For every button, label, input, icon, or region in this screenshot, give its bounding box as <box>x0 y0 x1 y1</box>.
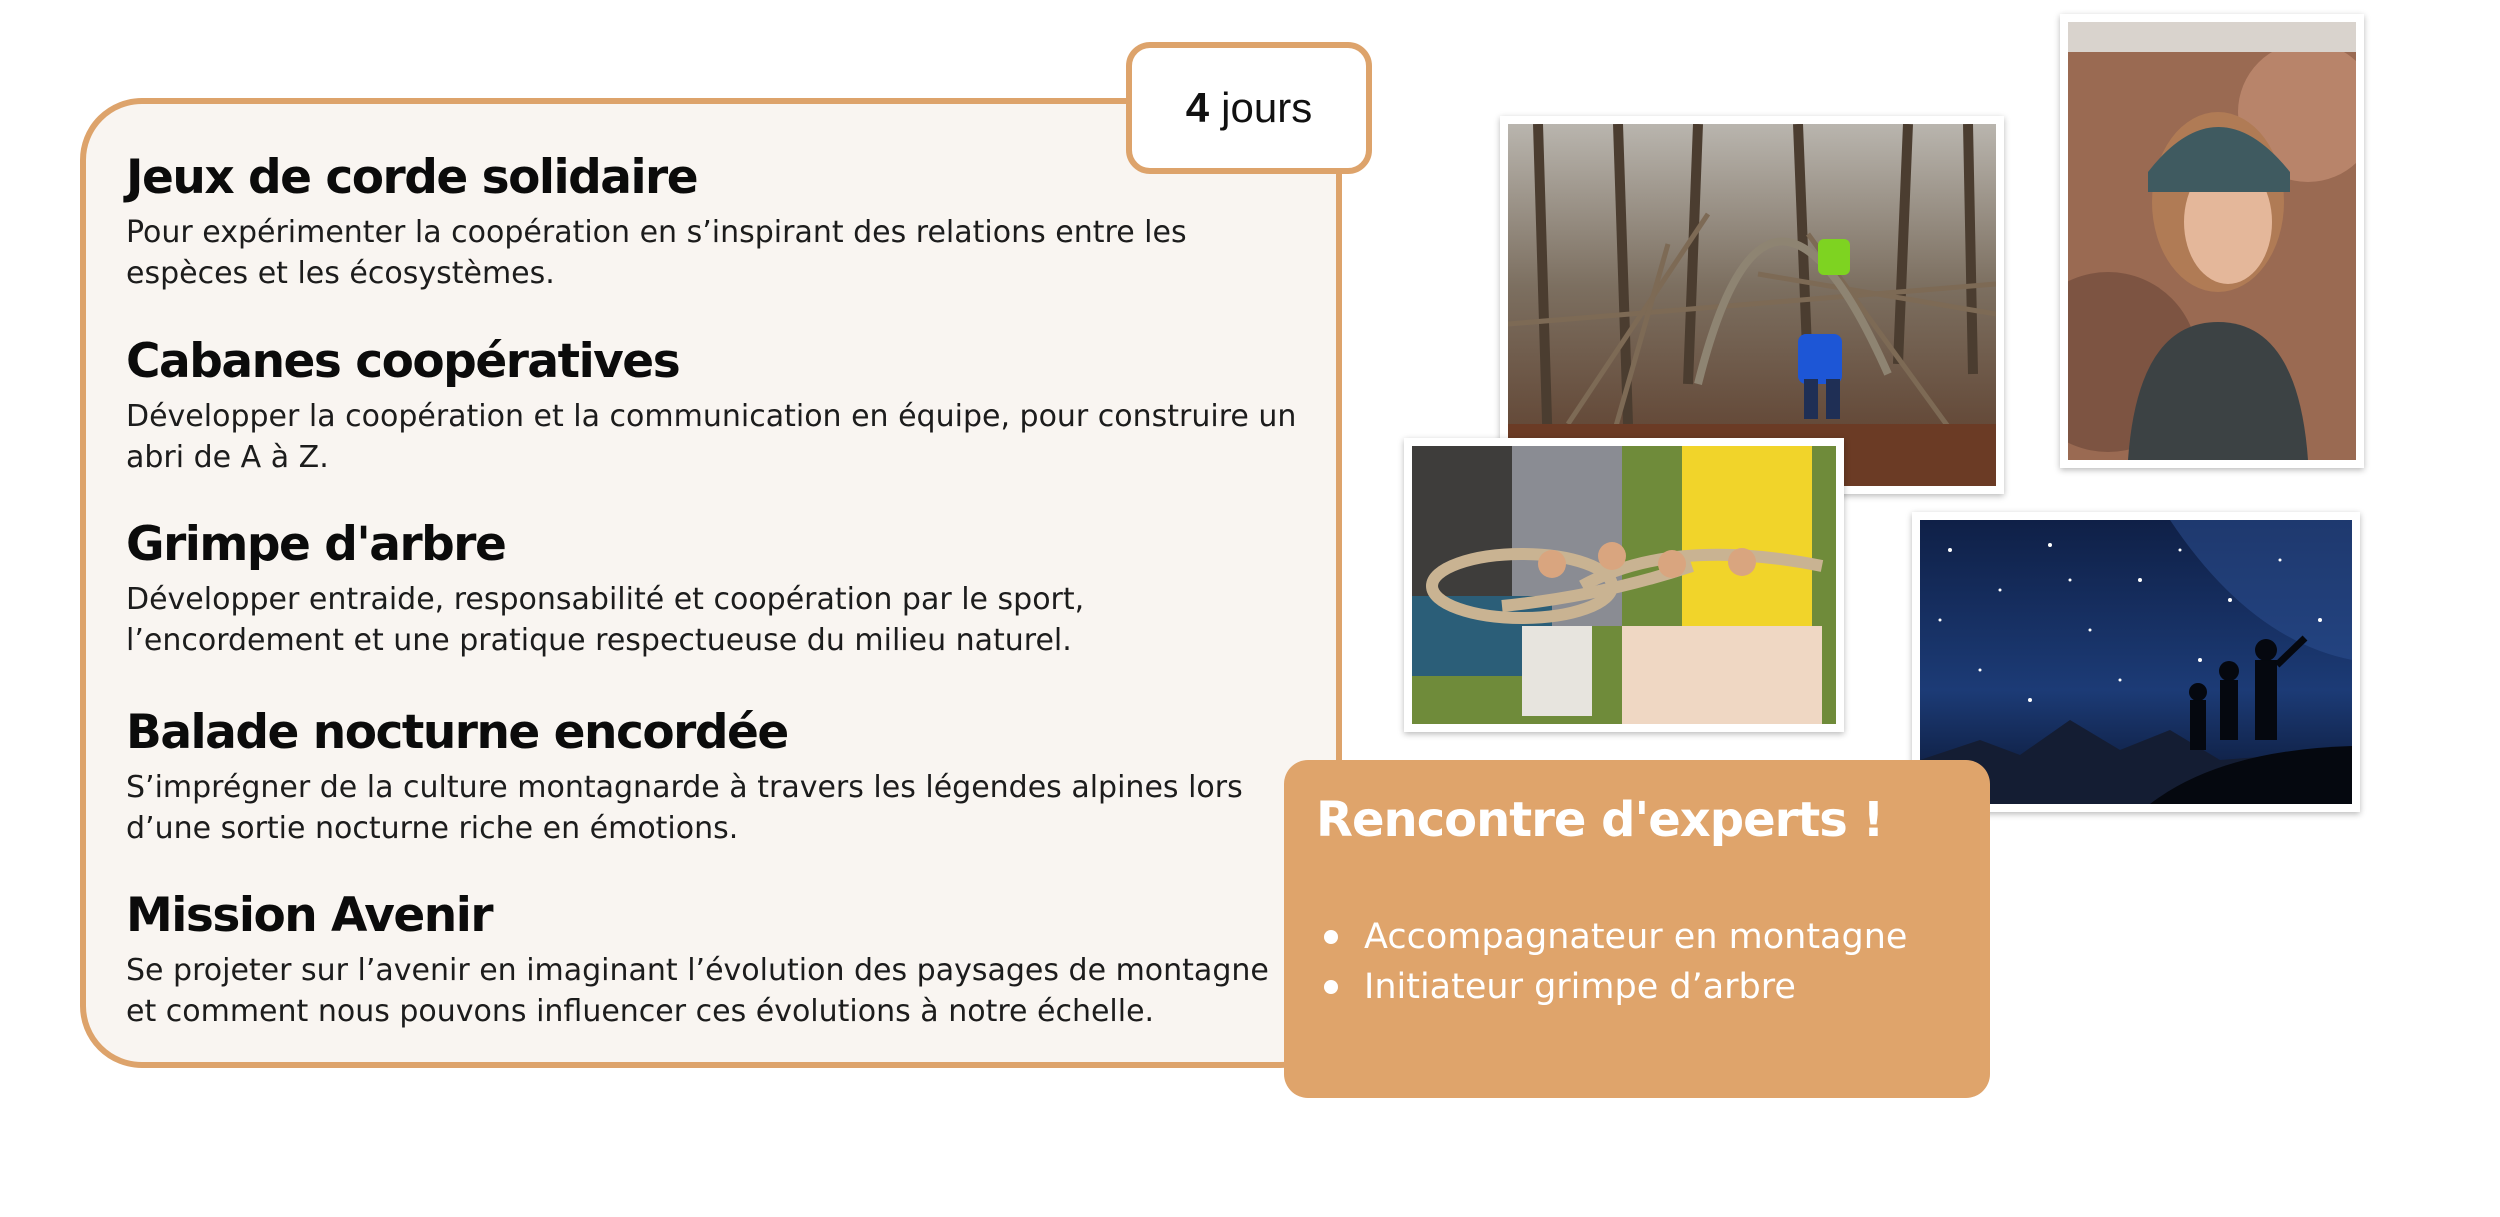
activity-cabins <box>126 332 1306 478</box>
rope-hands-image <box>1412 446 1836 724</box>
bullet-icon <box>1324 930 1338 944</box>
photo-climber-girl <box>2060 14 2364 468</box>
duration-number: 4 <box>1185 84 1210 131</box>
activity-night-walk <box>126 703 1306 849</box>
activity-description: Pour expérimenter la coopération en s’inspirant des relations entre les espèces et les écosystèmes. <box>126 215 1187 291</box>
photo-rope-hands <box>1404 438 1844 732</box>
experts-title: Rencontre d'experts ! <box>1316 792 1884 848</box>
activity-title: Grimpe d'arbre <box>126 517 506 572</box>
activity-title: Mission Avenir <box>126 888 493 943</box>
activity-rope-games <box>126 148 1306 294</box>
climber-girl-image <box>2068 22 2356 460</box>
activity-mission-future <box>126 886 1306 1032</box>
activity-tree-climbing <box>126 515 1306 661</box>
activity-description: Développer la coopération et la communication en équipe, pour construire un abri de A à Z. <box>126 399 1297 475</box>
duration-unit: jours <box>1221 84 1313 131</box>
activity-description: S’imprégner de la culture montagnarde à travers les légendes alpines lors d’une sortie nocturne riche en émotions. <box>126 770 1243 846</box>
expert-label: Initiateur grimpe d’arbre <box>1364 967 1796 1007</box>
activity-title: Cabanes coopératives <box>126 334 680 389</box>
bullet-icon <box>1324 980 1338 994</box>
expert-item <box>1316 962 1907 1012</box>
experts-box <box>1284 760 1990 1098</box>
forest-cabin-image <box>1508 124 1996 486</box>
experts-list <box>1316 912 1907 1012</box>
activity-title: Balade nocturne encordée <box>126 705 788 760</box>
activity-description: Se projeter sur l’avenir en imaginant l’évolution des paysages de montagne et comment nous pouvons influencer ces évolutions à notre échelle. <box>126 953 1269 1029</box>
activity-title: Jeux de corde solidaire <box>126 150 698 205</box>
expert-label: Accompagnateur en montagne <box>1364 917 1908 957</box>
activity-description: Développer entraide, responsabilité et coopération par le sport, l’encordement et une pratique respectueuse du milieu naturel. <box>126 582 1085 658</box>
night-sky-image <box>1920 520 2352 804</box>
expert-item <box>1316 912 1907 962</box>
